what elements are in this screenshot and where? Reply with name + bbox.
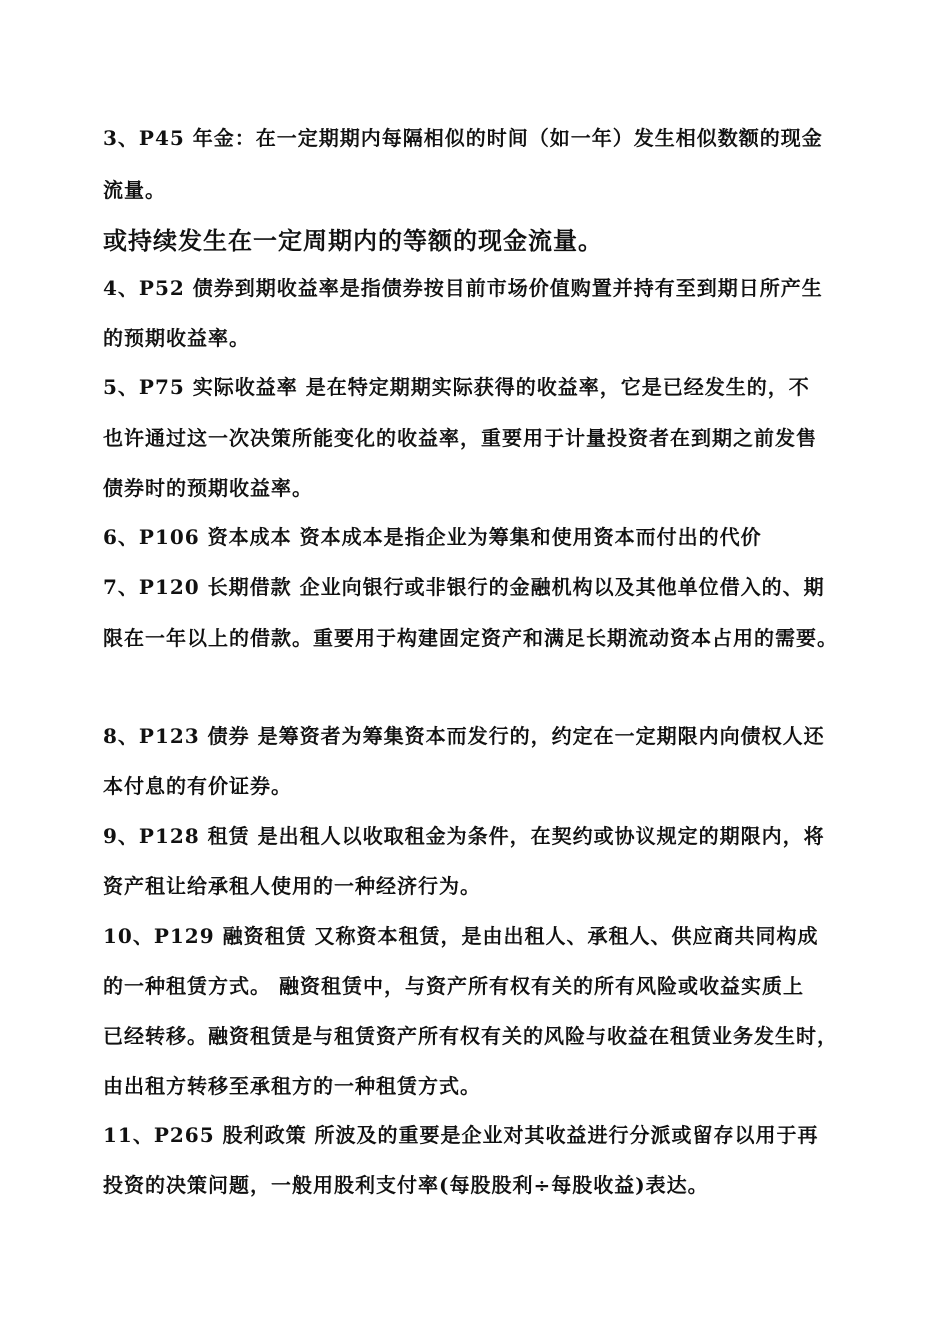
text-line-actual-return-def: 5、P75 实际收益率 是在特定期期实际获得的收益率，它是已经发生的，不	[103, 375, 810, 399]
text-line-dividend-policy-cont: 投资的决策问题，一般用股利支付率(每股股利÷每股收益)表达。	[103, 1173, 709, 1197]
text-line-bond-yield-def: 4、P52 债券到期收益率是指债券按目前市场价值购置并持有至到期日所产生	[103, 276, 823, 300]
text-line-finance-lease-cont1: 的一种租赁方式。 融资租赁中，与资产所有权有关的所有风险或收益实质上	[103, 974, 804, 998]
text-line-actual-return-cont2: 债券时的预期收益率。	[103, 476, 313, 500]
text-line-annuity-def: 3、P45 年金：在一定期期内每隔相似的时间（如一年）发生相似数额的现金	[103, 126, 823, 150]
text-line-finance-lease-cont3: 由出租方转移至承租方的一种租赁方式。	[103, 1074, 481, 1098]
text-line-long-term-loan-def: 7、P120 长期借款 企业向银行或非银行的金融机构以及其他单位借入的、期	[103, 575, 825, 599]
text-line-bond-def: 8、P123 债券 是筹资者为筹集资本而发行的，约定在一定期限内向债权人还	[103, 724, 825, 748]
text-line-actual-return-cont1: 也许通过这一次决策所能变化的收益率，重要用于计量投资者在到期之前发售	[103, 426, 817, 450]
text-line-bond-cont: 本付息的有价证券。	[103, 774, 292, 798]
text-line-finance-lease-cont2: 已经转移。融资租赁是与租赁资产所有权有关的风险与收益在租赁业务发生时，	[103, 1024, 838, 1048]
text-line-capital-cost-def: 6、P106 资本成本 资本成本是指企业为筹集和使用资本而付出的代价	[103, 525, 762, 549]
text-line-lease-def: 9、P128 租赁 是出租人以收取租金为条件，在契约或协议规定的期限内，将	[103, 824, 825, 848]
text-line-finance-lease-def: 10、P129 融资租赁 又称资本租赁，是由出租人、承租人、供应商共同构成	[103, 924, 819, 948]
text-line-long-term-loan-cont: 限在一年以上的借款。重要用于构建固定资产和满足长期流动资本占用的需要。	[103, 626, 838, 650]
text-line-bond-yield-cont: 的预期收益率。	[103, 326, 250, 350]
text-line-lease-cont: 资产租让给承租人使用的一种经济行为。	[103, 874, 481, 898]
text-line-annuity-alt: 或持续发生在一定周期内的等额的现金流量。	[103, 226, 603, 255]
text-line-dividend-policy-def: 11、P265 股利政策 所波及的重要是企业对其收益进行分派或留存以用于再	[103, 1123, 819, 1147]
text-line-annuity-cont: 流量。	[103, 178, 166, 202]
